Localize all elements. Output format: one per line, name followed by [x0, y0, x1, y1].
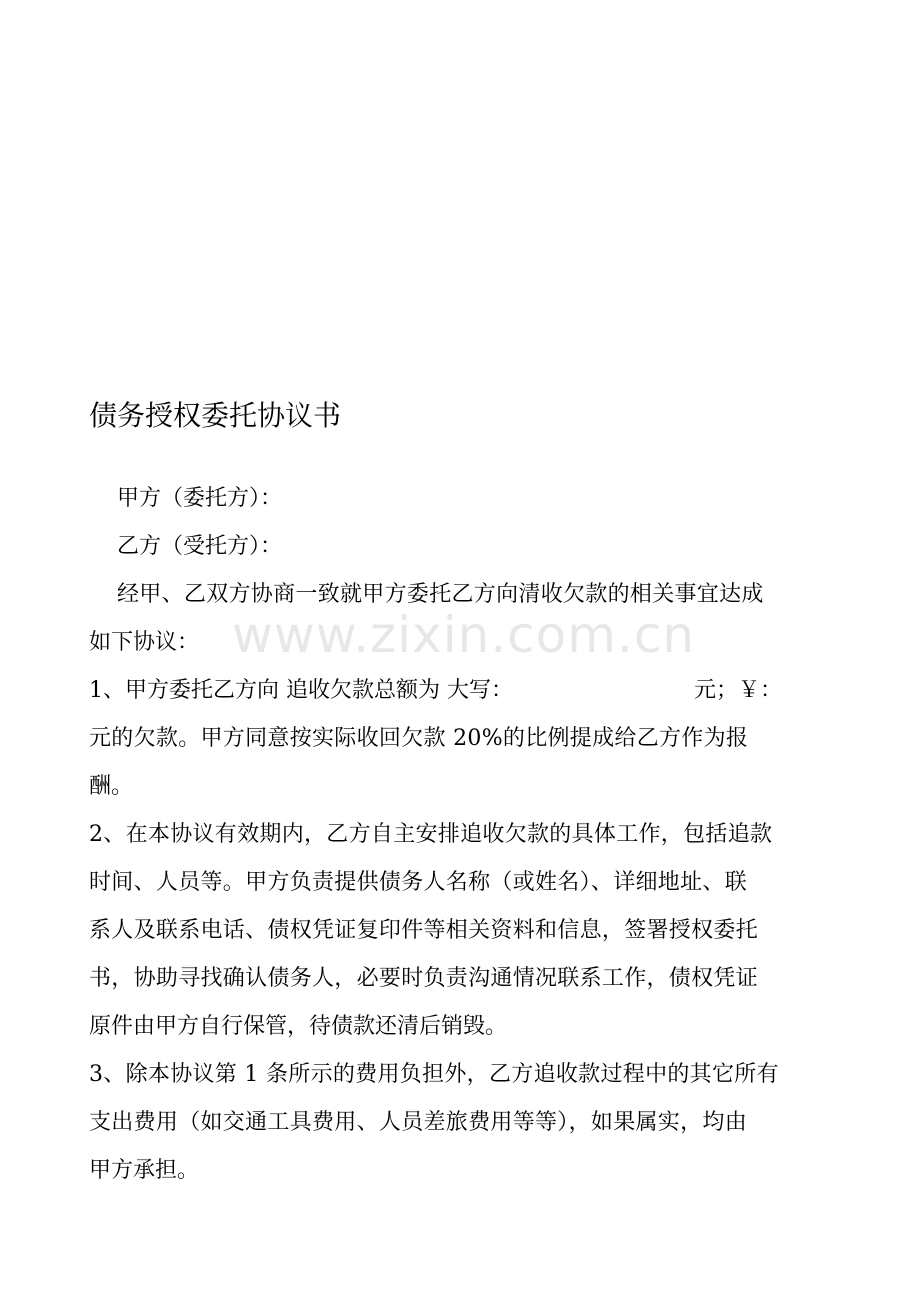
clause-2-line-4: 书，协助寻找确认债务人，必要时负责沟通情况联系工作，债权凭证	[89, 966, 759, 991]
document-title: 债务授权委托协议书	[89, 399, 342, 432]
watermark: www.zixin.com.cn	[232, 606, 696, 664]
party-a-line: 甲方（委托方）：	[117, 486, 283, 511]
clause-1-line-1b: 元；￥：	[694, 678, 783, 703]
clause-2-line-1: 2、在本协议有效期内，乙方自主安排追收欠款的具体工作，包括追款	[89, 822, 773, 847]
clause-1-line-2: 元的欠款。甲方同意按实际收回欠款 20%的比例提成给乙方作为报	[89, 726, 749, 751]
clause-2-line-2: 时间、人员等。甲方负责提供债务人名称（或姓名）、详细地址、联	[89, 870, 748, 895]
clause-2-line-3: 系人及联系电话、债权凭证复印件等相关资料和信息，签署授权委托	[89, 918, 759, 943]
intro-line-2: 如下协议：	[89, 630, 200, 655]
clause-3-line-2: 支出费用（如交通工具费用、人员差旅费用等等），如果属实，均由	[89, 1110, 748, 1135]
clause-3-line-3: 甲方承担。	[89, 1158, 200, 1183]
clause-3-line-1: 3、除本协议第 1 条所示的费用负担外，乙方追收款过程中的其它所有	[89, 1062, 779, 1087]
clause-1-line-1a: 1、甲方委托乙方向 追收欠款总额为 大写：	[89, 678, 513, 703]
clause-2-line-5: 原件由甲方自行保管，待债款还清后销毁。	[89, 1014, 508, 1039]
clause-1-line-3: 酬。	[89, 774, 134, 799]
intro-line-1: 经甲、乙双方协商一致就甲方委托乙方向清收欠款的相关事宜达成	[117, 582, 764, 607]
party-b-line: 乙方（受托方）：	[117, 534, 283, 559]
